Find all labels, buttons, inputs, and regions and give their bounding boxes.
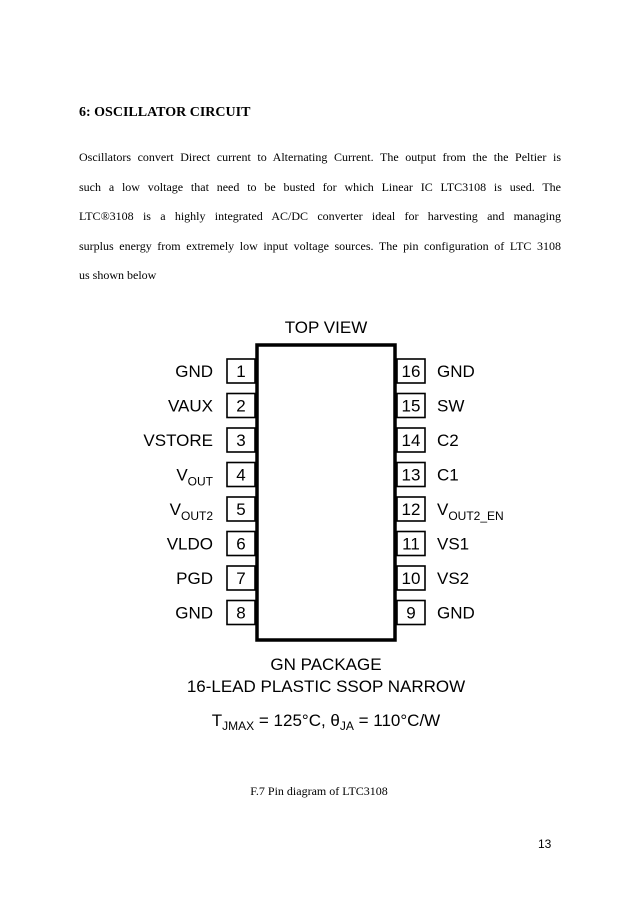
pin-name <box>176 569 213 588</box>
pin-number: 6 <box>236 534 246 554</box>
pin-diagram <box>0 300 638 740</box>
pin-name-main: VSTORE <box>143 431 213 450</box>
pin-name <box>167 535 213 554</box>
pin-10 <box>397 566 469 590</box>
theta-value: = 110°C/W <box>353 711 441 730</box>
pin-number: 11 <box>402 534 420 554</box>
pin-name <box>437 535 469 554</box>
pin-5 <box>170 497 255 523</box>
right-pin-column <box>397 359 504 625</box>
pin-name <box>176 466 213 489</box>
pin-name-main: VS2 <box>437 569 470 588</box>
pin-9 <box>397 601 475 625</box>
pin-number: 14 <box>401 431 421 450</box>
pin-name <box>175 362 213 381</box>
pin-name <box>170 500 214 523</box>
page-number: 13 <box>538 837 552 851</box>
pin-name <box>143 431 213 450</box>
pin-number: 5 <box>236 500 246 519</box>
pin-name-main: GND <box>437 603 475 623</box>
pin-name-main: C2 <box>437 431 459 450</box>
pin-name <box>175 604 213 623</box>
pin-name-main: GND <box>175 362 213 381</box>
pin-16 <box>397 359 475 383</box>
left-pin-column <box>143 359 255 625</box>
pin-name <box>437 466 459 485</box>
pin-name-main: VAUX <box>167 396 213 416</box>
pin-name <box>437 431 459 450</box>
pin-name <box>437 500 504 523</box>
thermal-spec <box>212 711 440 733</box>
tjmax-subscript: JMAX <box>222 719 255 733</box>
pin-number: 8 <box>236 603 246 623</box>
pin-name <box>437 397 464 416</box>
pin-number: 13 <box>401 465 421 485</box>
pin-name-main: V <box>176 465 188 485</box>
pin-2 <box>168 394 255 418</box>
pin-name-subscript: OUT2 <box>180 509 213 523</box>
section-heading: 6: OSCILLATOR CIRCUIT <box>79 105 251 120</box>
pin-number: 1 <box>236 362 246 381</box>
pin-name-main: C1 <box>437 465 459 485</box>
package-description: 16-LEAD PLASTIC SSOP NARROW <box>186 677 466 696</box>
body-paragraph <box>79 143 561 291</box>
pin-name-main: VS1 <box>437 534 470 554</box>
pin-name-main: GND <box>175 603 213 623</box>
pin-14 <box>397 428 459 452</box>
pin-name <box>168 397 213 416</box>
pin-number: 10 <box>401 569 421 588</box>
pin-4 <box>176 463 255 489</box>
pin-number: 16 <box>401 362 421 381</box>
paragraph-line: LTC®3108 is a highly integrated AC/DC converter ideal for harvesting and managing <box>79 209 561 223</box>
pin-11 <box>397 532 469 556</box>
pin-6 <box>167 532 255 556</box>
pin-number: 4 <box>236 465 246 485</box>
tjmax-symbol: T <box>211 711 223 730</box>
pin-name-main: VLDO <box>166 534 213 554</box>
pin-12 <box>397 497 504 523</box>
pin-name-subscript: OUT <box>187 474 213 489</box>
pin-15 <box>397 394 464 418</box>
pin-name <box>437 604 475 623</box>
pin-name-main: V <box>437 500 449 519</box>
paragraph-line: such a low voltage that need to be busted for which Linear IC LTC3108 is used. The <box>79 179 561 194</box>
pin-number: 9 <box>406 603 416 623</box>
pin-number: 7 <box>236 569 246 588</box>
paragraph-line: surplus energy from extremely low input voltage sources. The pin configuration of LTC 3108 <box>79 238 561 253</box>
pin-3 <box>143 428 255 452</box>
top-view-label: TOP VIEW <box>284 318 368 337</box>
figure-caption: F.7 Pin diagram of LTC3108 <box>250 784 388 798</box>
package-name: GN PACKAGE <box>270 655 382 674</box>
pin-name-main: V <box>169 500 181 519</box>
pin-name-main: PGD <box>176 569 213 588</box>
pin-number: 15 <box>401 396 421 416</box>
pin-8 <box>175 601 255 625</box>
theta-subscript: JA <box>339 719 354 733</box>
paragraph-line: us shown below <box>79 268 157 282</box>
pin-name-main: GND <box>437 362 475 381</box>
pin-name-subscript: OUT2_EN <box>448 509 504 523</box>
pin-name <box>437 362 475 381</box>
tjmax-value: = 125°C, <box>254 711 331 730</box>
pin-13 <box>397 463 459 487</box>
pin-name <box>437 569 469 588</box>
paragraph-line: Oscillators convert Direct current to Alternating Current. The output from the the Peltier is <box>79 150 561 164</box>
pin-number: 2 <box>236 396 246 416</box>
theta-symbol: θ <box>330 711 340 730</box>
pin-number: 3 <box>236 431 246 450</box>
pin-number: 12 <box>401 500 421 519</box>
pin-7 <box>176 566 255 590</box>
pin-1 <box>175 359 255 383</box>
pin-name-main: SW <box>437 396 465 416</box>
ic-body <box>257 345 395 640</box>
